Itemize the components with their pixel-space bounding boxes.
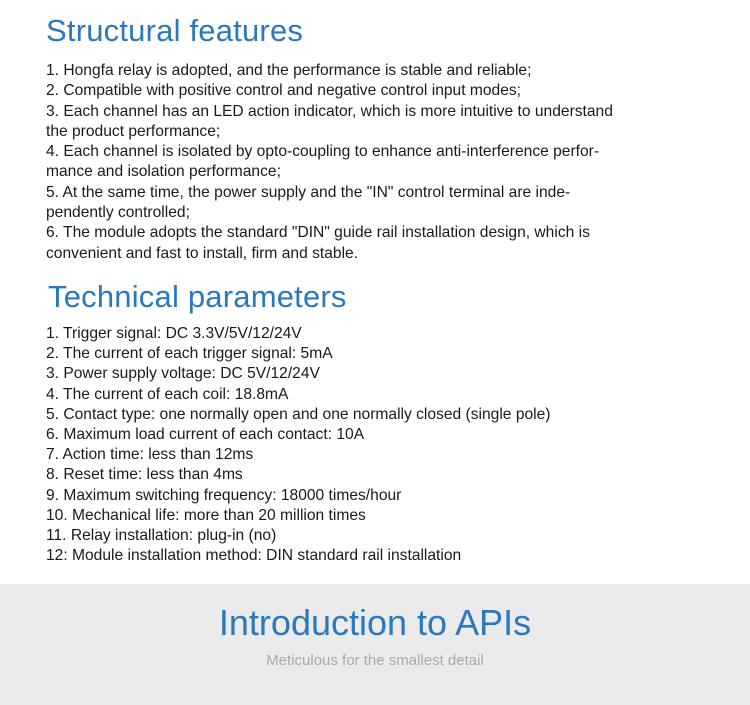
list-item: 6. Maximum load current of each contact: 10A [46, 426, 365, 444]
list-item: 2. The current of each trigger signal: 5mA [46, 345, 333, 363]
list-item: 1. Hongfa relay is adopted, and the performance is stable and reliable; [46, 62, 532, 79]
api-intro-title: Introduction to APIs [218, 602, 532, 643]
list-item: mance and isolation performance; [46, 163, 281, 181]
list-item: 2. Compatible with positive control and negative control input modes; [46, 82, 522, 100]
api-intro-subtitle: Meticulous for the smallest detail [266, 652, 484, 669]
list-item: 1. Trigger signal: DC 3.3V/5V/12/24V [46, 325, 302, 342]
list-item: 8. Reset time: less than 4ms [46, 466, 243, 484]
list-item: 12: Module installation method: DIN standard rail installation [46, 547, 462, 565]
list-item: the product performance; [46, 122, 221, 140]
list-item: 9. Maximum switching frequency: 18000 times/hour [46, 486, 402, 504]
list-item: 6. The module adopts the standard "DIN" guide rail installation design, which is [46, 224, 590, 242]
list-item: convenient and fast to install, firm and stable. [46, 244, 359, 262]
structural-features-list [46, 61, 716, 264]
technical-parameters-list [46, 324, 716, 566]
list-item: 3. Each channel has an LED action indicator, which is more intuitive to understand [46, 102, 613, 120]
api-intro-banner [0, 584, 750, 705]
structural-features-heading: Structural features [46, 13, 304, 48]
list-item: 4. The current of each coil: 18.8mA [46, 385, 289, 403]
list-item: 11. Relay installation: plug-in (no) [46, 527, 277, 545]
list-item: 5. At the same time, the power supply and the "IN" control terminal are inde- [46, 183, 571, 201]
list-item: 4. Each channel is isolated by opto-coupling to enhance anti-interference perfor- [46, 143, 600, 161]
list-item: 7. Action time: less than 12ms [46, 446, 254, 464]
list-item: 5. Contact type: one normally open and one normally closed (single pole) [46, 405, 551, 423]
list-item: 10. Mechanical life: more than 20 million times [46, 506, 366, 524]
list-item: pendently controlled; [46, 204, 190, 222]
list-item: 3. Power supply voltage: DC 5V/12/24V [46, 365, 320, 383]
technical-parameters-heading: Technical parameters [48, 279, 347, 314]
